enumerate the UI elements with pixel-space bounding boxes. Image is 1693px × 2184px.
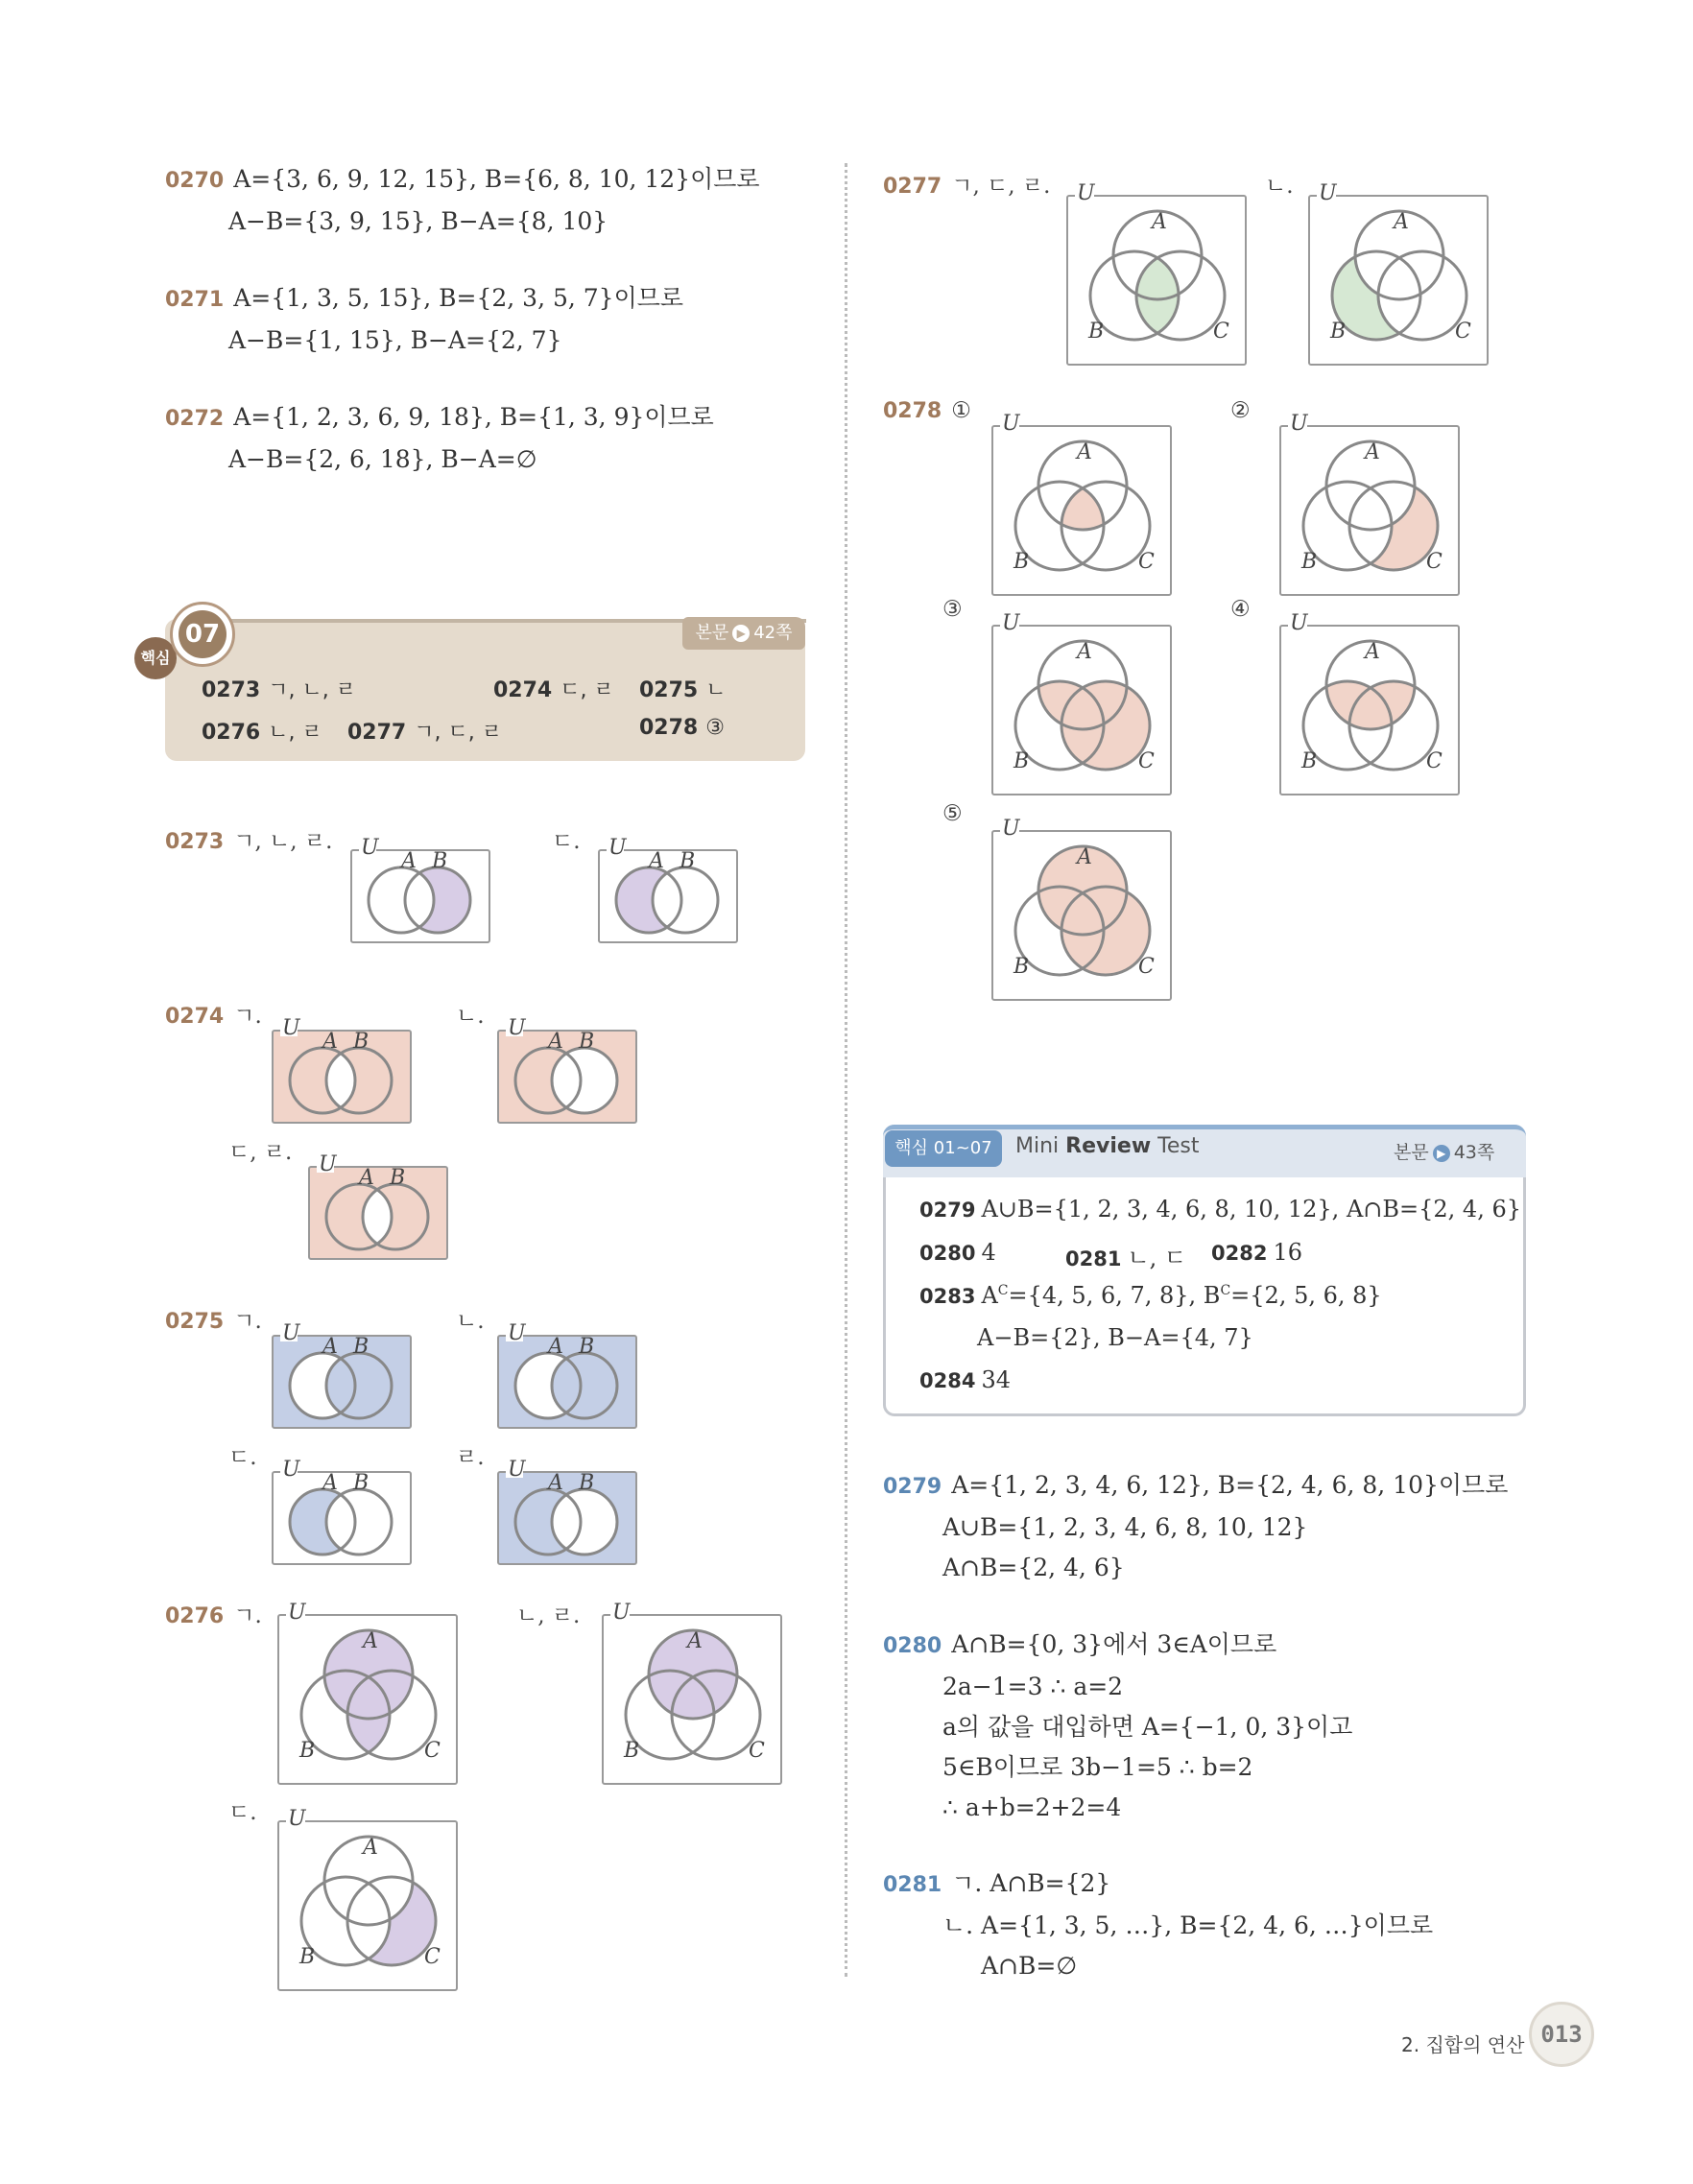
venn-label-a: A	[363, 1836, 378, 1860]
problem-0280: 0280 A∩B={0, 3}에서 3∈A이므로 2a−1=3 ∴ a=2 a의 값을 대입하면 A={−1, 0, 3}이고 5∈B이므로 3b−1=5 ∴ b=2 ∴ a+b=2+2=4	[883, 1630, 1353, 1821]
venn-label-a: A	[363, 1629, 378, 1653]
venn-label-b: B	[299, 1739, 316, 1763]
problem-0278-option-5: ⑤	[942, 801, 963, 826]
venn-label-b: B	[1301, 550, 1318, 574]
venn-diagram-3	[1065, 178, 1248, 367]
venn-label-a: A	[649, 849, 664, 873]
problem-0276-option-c: ㄷ.	[228, 1800, 257, 1825]
venn-label-b: B	[624, 1739, 640, 1763]
problem-0278-option-3: ③	[942, 597, 963, 622]
problem-0276-label: 0276 ㄱ.	[165, 1603, 262, 1628]
chapter-title: 2. 집합의 연산	[1401, 2033, 1525, 2056]
venn-label-u: U	[319, 1152, 337, 1176]
problem-0273-option-d: ㄷ.	[552, 829, 581, 854]
venn-diagram-2	[349, 833, 491, 944]
venn-label-a: A	[1077, 440, 1092, 464]
venn-label-a: A	[1365, 640, 1380, 664]
problem-0275-option-c: ㄷ.	[228, 1445, 257, 1470]
arrow-right-icon: ▶	[732, 625, 750, 642]
problem-0278-label: 0278 ①	[883, 398, 971, 423]
mini-answer-0280: 0280 4	[919, 1239, 996, 1266]
venn-label-a: A	[1365, 440, 1380, 464]
venn-diagram-2	[271, 1455, 413, 1566]
problem-0270: 0270 A={3, 6, 9, 12, 15}, B={6, 8, 10, 12}이므로 A−B={3, 9, 15}, B−A={8, 10}	[165, 165, 760, 235]
problem-0278-option-4: ④	[1230, 597, 1251, 622]
venn-diagram-3	[1278, 608, 1461, 796]
problem-0275-label: 0275 ㄱ.	[165, 1309, 262, 1334]
venn-label-b: B	[579, 1030, 595, 1054]
venn-label-u: U	[1290, 412, 1308, 436]
mini-answer-0283-line2: A−B={2}, B−A={4, 7}	[977, 1324, 1253, 1351]
venn-label-b: B	[1330, 320, 1347, 344]
venn-diagram-3	[1278, 409, 1461, 597]
core-answer: 0278 ③	[639, 716, 725, 740]
problem-0271: 0271 A={1, 3, 5, 15}, B={2, 3, 5, 7}이므로 A−B={1, 15}, B−A={2, 7}	[165, 284, 684, 354]
venn-label-b: B	[353, 1030, 370, 1054]
venn-label-a: A	[1152, 210, 1167, 234]
venn-label-c: C	[1426, 550, 1443, 574]
venn-label-c: C	[1138, 955, 1155, 979]
arrow-right-icon: ▶	[1433, 1145, 1450, 1162]
venn-label-u: U	[1002, 611, 1020, 635]
venn-label-c: C	[1426, 749, 1443, 773]
venn-label-b: B	[680, 849, 696, 873]
venn-label-a: A	[548, 1335, 563, 1359]
venn-label-c: C	[1138, 550, 1155, 574]
venn-label-c: C	[1455, 320, 1471, 344]
core-answer: 0276 ㄴ, ㄹ	[202, 721, 322, 745]
venn-label-a: A	[548, 1030, 563, 1054]
venn-label-a: A	[401, 849, 417, 873]
core-page-reference: 본문 ▶ 42쪽	[682, 617, 805, 650]
problem-0276-option-b: ㄴ, ㄹ.	[516, 1603, 581, 1628]
venn-diagram-3	[990, 814, 1173, 1002]
mini-answer-0279: 0279 A∪B={1, 2, 3, 4, 6, 8, 10, 12}, A∩B={2, 4, 6}	[919, 1196, 1521, 1223]
problem-0274-option-b: ㄴ.	[456, 1004, 485, 1029]
venn-label-a: A	[322, 1335, 338, 1359]
venn-label-c: C	[424, 1739, 441, 1763]
venn-label-u: U	[508, 1458, 526, 1482]
venn-label-b: B	[353, 1471, 370, 1495]
problem-0279: 0279 A={1, 2, 3, 4, 6, 12}, B={2, 4, 6, 8, 10}이므로 A∪B={1, 2, 3, 4, 6, 8, 10, 12} A∩B={2, 4, 6}	[883, 1471, 1509, 1581]
venn-label-c: C	[749, 1739, 765, 1763]
venn-label-u: U	[288, 1807, 306, 1831]
venn-label-a: A	[1077, 845, 1092, 869]
venn-label-b: B	[1013, 749, 1030, 773]
venn-diagram-3	[276, 1598, 459, 1786]
venn-diagram-3	[601, 1598, 783, 1786]
mini-answer-0284: 0284 34	[919, 1366, 1011, 1393]
mini-review-tag: 핵심 01~07	[885, 1130, 1002, 1167]
venn-label-u: U	[1002, 412, 1020, 436]
venn-label-b: B	[432, 849, 448, 873]
venn-label-b: B	[1013, 550, 1030, 574]
venn-label-u: U	[1290, 611, 1308, 635]
venn-label-b: B	[1013, 955, 1030, 979]
venn-label-a: A	[1077, 640, 1092, 664]
problem-0274-option-c: ㄷ, ㄹ.	[228, 1140, 293, 1165]
venn-label-u: U	[508, 1321, 526, 1345]
core-answer: 0277 ㄱ, ㄷ, ㄹ	[347, 721, 502, 745]
venn-diagram-2	[597, 833, 739, 944]
problem-0278-option-2: ②	[1230, 398, 1251, 423]
venn-label-u: U	[508, 1016, 526, 1040]
venn-label-u: U	[361, 836, 379, 860]
venn-label-b: B	[579, 1471, 595, 1495]
venn-label-b: B	[390, 1166, 406, 1190]
venn-label-u: U	[1002, 817, 1020, 841]
problem-0272: 0272 A={1, 2, 3, 6, 9, 18}, B={1, 3, 9}이므로 A−B={2, 6, 18}, B−A=∅	[165, 403, 714, 473]
venn-diagram-2	[271, 1013, 413, 1125]
core-answer: 0274 ㄷ, ㄹ	[493, 678, 614, 702]
mini-answer-0282: 0282 16	[1211, 1239, 1302, 1266]
venn-label-u: U	[288, 1601, 306, 1625]
core-answer: 0275 ㄴ	[639, 678, 727, 702]
venn-label-u: U	[1077, 181, 1095, 205]
column-divider	[845, 163, 847, 1977]
core-answer: 0273 ㄱ, ㄴ, ㄹ	[202, 678, 356, 702]
venn-label-c: C	[1138, 749, 1155, 773]
venn-label-c: C	[424, 1945, 441, 1969]
venn-label-a: A	[548, 1471, 563, 1495]
core-number-badge: 07	[170, 602, 235, 667]
venn-label-a: A	[1394, 210, 1409, 234]
problem-0281: 0281 ㄱ. A∩B={2} ㄴ. A={1, 3, 5, …}, B={2, 4, 6, …}이므로 A∩B=∅	[883, 1869, 1434, 1980]
venn-diagram-2	[496, 1013, 638, 1125]
venn-label-u: U	[282, 1321, 300, 1345]
mini-review-title: Mini Review Test	[1015, 1134, 1200, 1158]
venn-label-b: B	[579, 1335, 595, 1359]
venn-label-b: B	[353, 1335, 370, 1359]
venn-label-a: A	[322, 1471, 338, 1495]
problem-0275-option-b: ㄴ.	[456, 1309, 485, 1334]
venn-diagram-2	[496, 1318, 638, 1430]
venn-label-c: C	[1213, 320, 1229, 344]
problem-number: 0270	[165, 169, 225, 193]
venn-diagram-3	[1307, 178, 1490, 367]
problem-0277-option-b: ㄴ.	[1265, 174, 1294, 199]
venn-label-u: U	[282, 1458, 300, 1482]
venn-label-a: A	[322, 1030, 338, 1054]
venn-label-a: A	[687, 1629, 703, 1653]
problem-number: 0272	[165, 407, 225, 431]
venn-diagram-3	[276, 1804, 459, 1992]
venn-diagram-3	[990, 608, 1173, 796]
core-tag: 핵심	[134, 637, 177, 679]
venn-label-u: U	[282, 1016, 300, 1040]
venn-diagram-2	[271, 1318, 413, 1430]
venn-label-u: U	[608, 836, 627, 860]
venn-diagram-2	[496, 1455, 638, 1566]
problem-0277-label: 0277 ㄱ, ㄷ, ㄹ.	[883, 174, 1051, 199]
problem-0275-option-d: ㄹ.	[456, 1445, 485, 1470]
venn-label-b: B	[1301, 749, 1318, 773]
venn-diagram-2	[307, 1150, 449, 1261]
mini-answer-0283: 0283 $A^C=\{4$, 5, 6, 7, 8}, $B^C=\{2$, 5, 6, 8}	[919, 1282, 1382, 1309]
problem-number: 0271	[165, 288, 225, 312]
problem-0274-label: 0274 ㄱ.	[165, 1004, 262, 1029]
mini-answer-0281: 0281 ㄴ, ㄷ	[1065, 1245, 1187, 1271]
venn-label-u: U	[1319, 181, 1337, 205]
venn-label-a: A	[359, 1166, 374, 1190]
page-number: 013	[1529, 2002, 1594, 2067]
venn-label-b: B	[299, 1945, 316, 1969]
venn-label-u: U	[612, 1601, 631, 1625]
problem-0273-label: 0273 ㄱ, ㄴ, ㄹ.	[165, 829, 333, 854]
venn-label-b: B	[1088, 320, 1105, 344]
mini-review-page-reference: 본문 ▶ 43쪽	[1394, 1142, 1495, 1163]
venn-diagram-3	[990, 409, 1173, 597]
